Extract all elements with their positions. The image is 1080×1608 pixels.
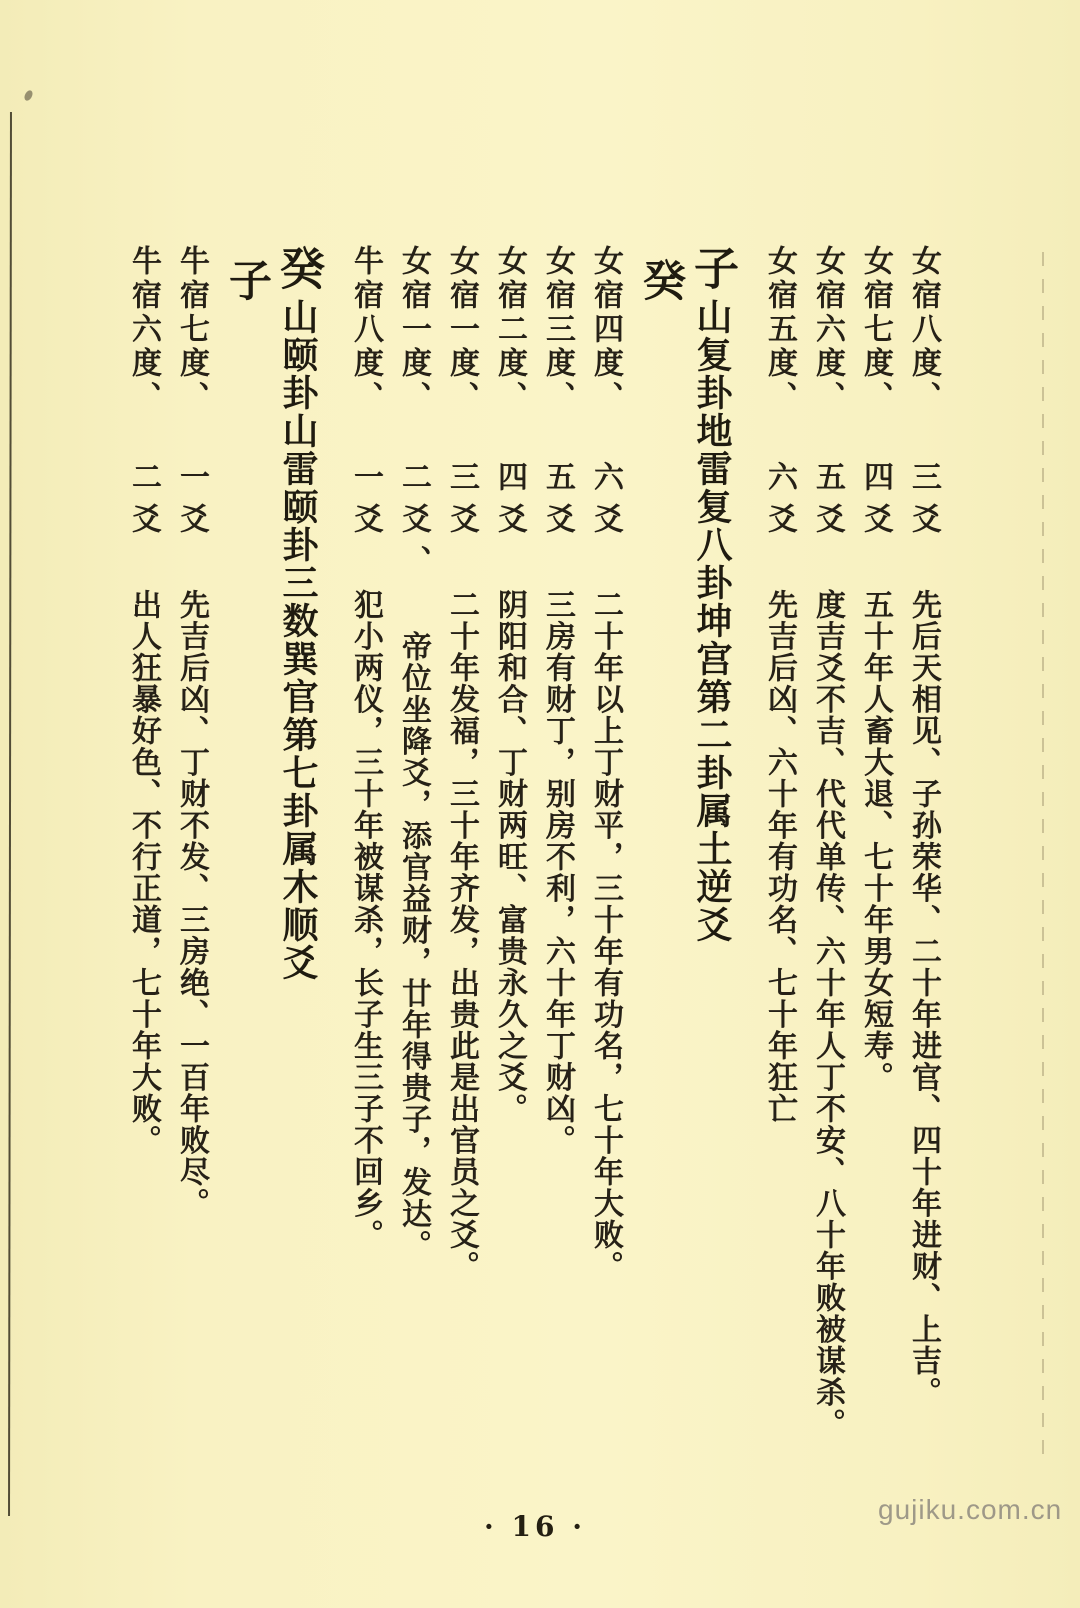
entry-text: 度吉爻不吉、代代单传、六十年人丁不安、八十年败被谋杀。 bbox=[810, 589, 845, 1440]
section-title: 山复卦地雷复八卦坤宫第二卦属土逆爻 bbox=[691, 298, 733, 944]
yao-label: 四爻 bbox=[858, 461, 893, 545]
yao-label: 三爻 bbox=[906, 461, 941, 545]
yao-label: 五爻 bbox=[540, 461, 575, 545]
entry-label: 女宿一度、 bbox=[396, 245, 431, 415]
yao-label: 一爻 bbox=[174, 461, 209, 545]
yao-label: 四爻 bbox=[492, 461, 527, 545]
watermark: gujiku.com.cn bbox=[878, 1494, 1063, 1525]
entry-text: 二十年发福，三十年齐发，出贵此是出官员之爻。 bbox=[444, 589, 479, 1282]
entry-label: 牛宿八度、 bbox=[348, 245, 383, 415]
entry-label: 女宿八度、 bbox=[906, 245, 941, 415]
page-fold-line bbox=[8, 112, 12, 1516]
section-header-yi-gua bbox=[229, 245, 325, 1485]
page-number: · 16 · bbox=[484, 1510, 586, 1543]
entry-text: 先吉后凶、丁财不发、三房绝、一百年败尽。 bbox=[174, 589, 209, 1219]
entry-column bbox=[538, 245, 576, 1485]
section-title: 山颐卦山雷颐卦三数巽官第七卦属木顺爻 bbox=[277, 298, 319, 982]
entry-column bbox=[808, 245, 846, 1485]
entry-label: 女宿一度、 bbox=[444, 245, 479, 415]
entry-text: 先后天相见、子孙荣华、二十年进官、四十年进财、上吉。 bbox=[906, 589, 941, 1408]
entry-column bbox=[760, 245, 798, 1485]
entry-text: 犯小两仪，三十年被谋杀，长子生三子不回乡。 bbox=[348, 589, 383, 1251]
yao-label: 五爻 bbox=[810, 461, 845, 545]
entry-column bbox=[124, 245, 162, 1485]
entry-column bbox=[172, 245, 210, 1485]
entry-text: 出人狂暴好色、不行正道，七十年大败。 bbox=[126, 589, 161, 1156]
yao-label: 三爻 bbox=[444, 461, 479, 545]
stem-char: 癸 bbox=[272, 245, 325, 290]
entry-label: 牛宿七度、 bbox=[174, 245, 209, 415]
entry-column bbox=[490, 245, 528, 1485]
entry-column bbox=[442, 245, 480, 1485]
entry-text: 帝位坐降爻，添官益财，廿年得贵子，发达。 bbox=[396, 631, 431, 1261]
scan-speck bbox=[23, 89, 34, 102]
yao-label: 六爻 bbox=[762, 461, 797, 545]
entry-column bbox=[856, 245, 894, 1485]
yao-label: 六爻 bbox=[588, 461, 623, 545]
entry-label: 女宿六度、 bbox=[810, 245, 845, 415]
entry-label: 女宿七度、 bbox=[858, 245, 893, 415]
entry-text: 二十年以上丁财平，三十年有功名，七十年大败。 bbox=[588, 589, 623, 1282]
entry-text: 三房有财丁，别房不利，六十年丁财凶。 bbox=[540, 589, 575, 1156]
section-header-fu-gua bbox=[643, 245, 739, 1485]
section-title-column bbox=[686, 245, 739, 944]
entry-label: 女宿四度、 bbox=[588, 245, 623, 415]
stem-char: 癸 bbox=[643, 257, 686, 307]
yao-label: 二爻 bbox=[126, 461, 161, 545]
yao-label: 二爻、 bbox=[396, 461, 431, 587]
branch-char: 子 bbox=[229, 257, 272, 307]
branch-char: 子 bbox=[686, 245, 739, 290]
entry-label: 牛宿六度、 bbox=[126, 245, 161, 415]
entry-text: 阴阳和合、丁财两旺、富贵永久之爻。 bbox=[492, 589, 527, 1125]
page-edge-line bbox=[1042, 252, 1044, 1457]
entry-label: 女宿三度、 bbox=[540, 245, 575, 415]
entry-column bbox=[394, 245, 432, 1485]
entry-column bbox=[904, 245, 942, 1485]
entry-text: 先吉后凶、六十年有功名、七十年狂亡 bbox=[762, 589, 797, 1125]
entry-text: 五十年人畜大退、七十年男女短寿。 bbox=[858, 589, 893, 1093]
yao-label: 一爻 bbox=[348, 461, 383, 545]
entry-label: 女宿五度、 bbox=[762, 245, 797, 415]
entry-column bbox=[346, 245, 384, 1485]
entry-column bbox=[586, 245, 624, 1485]
section-title-column bbox=[272, 245, 325, 982]
entry-label: 女宿二度、 bbox=[492, 245, 527, 415]
vertical-text-block bbox=[122, 245, 942, 1485]
